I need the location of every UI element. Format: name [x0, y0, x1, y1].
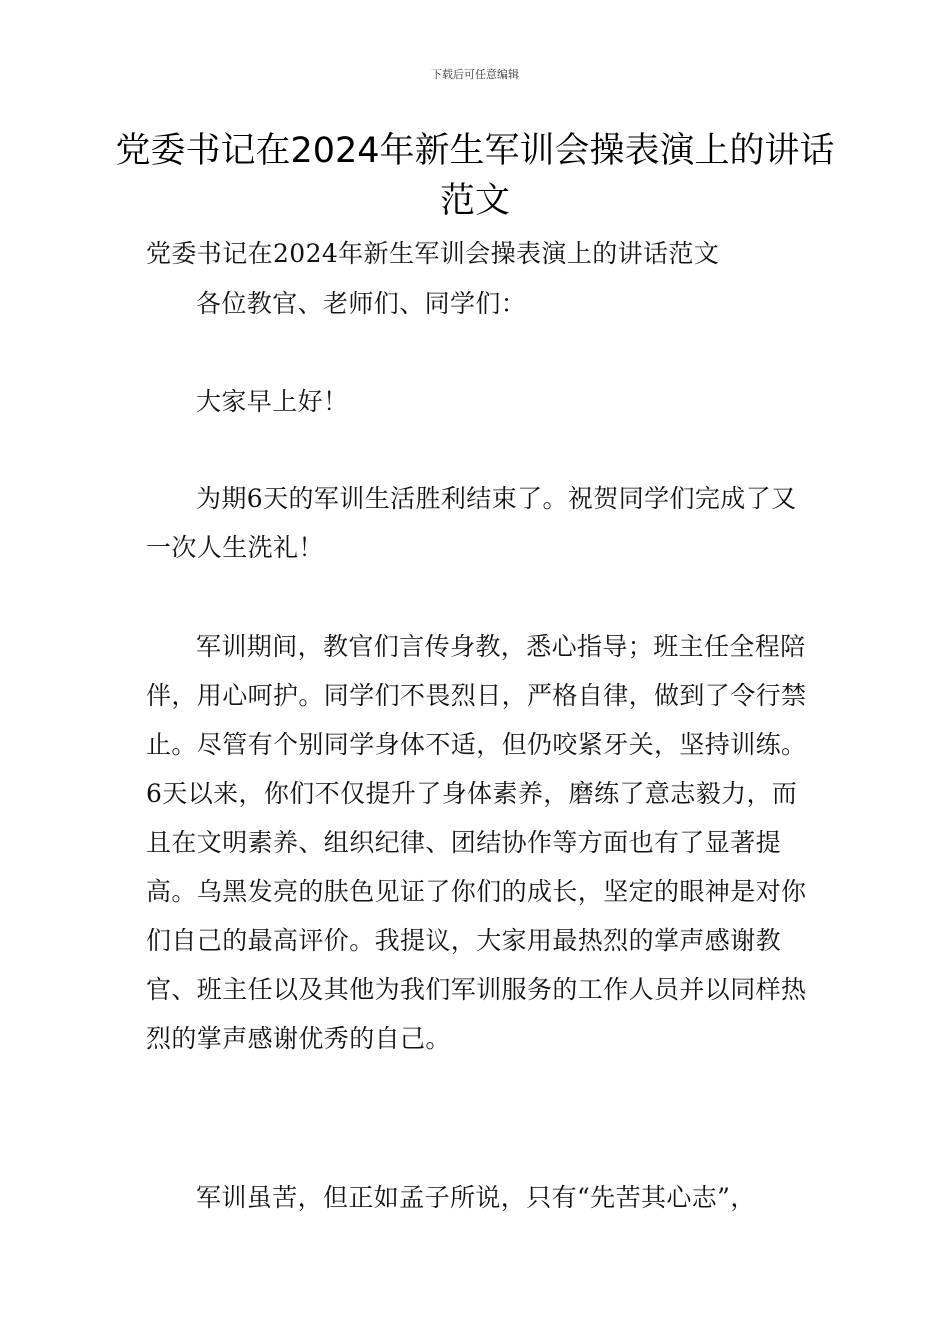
document-subtitle: 党委书记在2024年新生军训会操表演上的讲话范文: [146, 239, 720, 268]
document-title: 党委书记在2024年新生军训会操表演上的讲话范文: [115, 131, 835, 221]
header-note: 下载后可任意编辑: [431, 68, 519, 81]
paragraph-hardship: 军训虽苦，但正如孟子所说，只有“先苦其心志”，: [196, 1183, 756, 1212]
paragraph-training-review: 军训期间，教官们言传身教，悉心指导；班主任全程陪伴，用心呵护。同学们不畏烈日，严格自律，做到了令行禁止。尽管有个别同学身体不适，但仍咬紧牙关，坚持训练。6天以来，你们不仅提升了身体素养，磨练了意志毅力，而且在文明素养、组织纪律、团结协作等方面也有了显著提高。乌黑发亮的肤色见证了你们的成长，坚定的眼神是对你们自己的最高评价。我提议，大家用最热烈的掌声感谢教官、班主任以及其他为我们军训服务的工作人员并以同样热烈的掌声感谢优秀的自己。: [146, 632, 807, 1053]
paragraph-congratulations: 为期6天的军训生活胜利结束了。祝贺同学们完成了又一次人生洗礼！: [146, 484, 797, 562]
paragraph-good-morning: 大家早上好！: [196, 387, 349, 416]
paragraph-greeting: 各位教官、老师们、同学们：: [196, 289, 527, 318]
